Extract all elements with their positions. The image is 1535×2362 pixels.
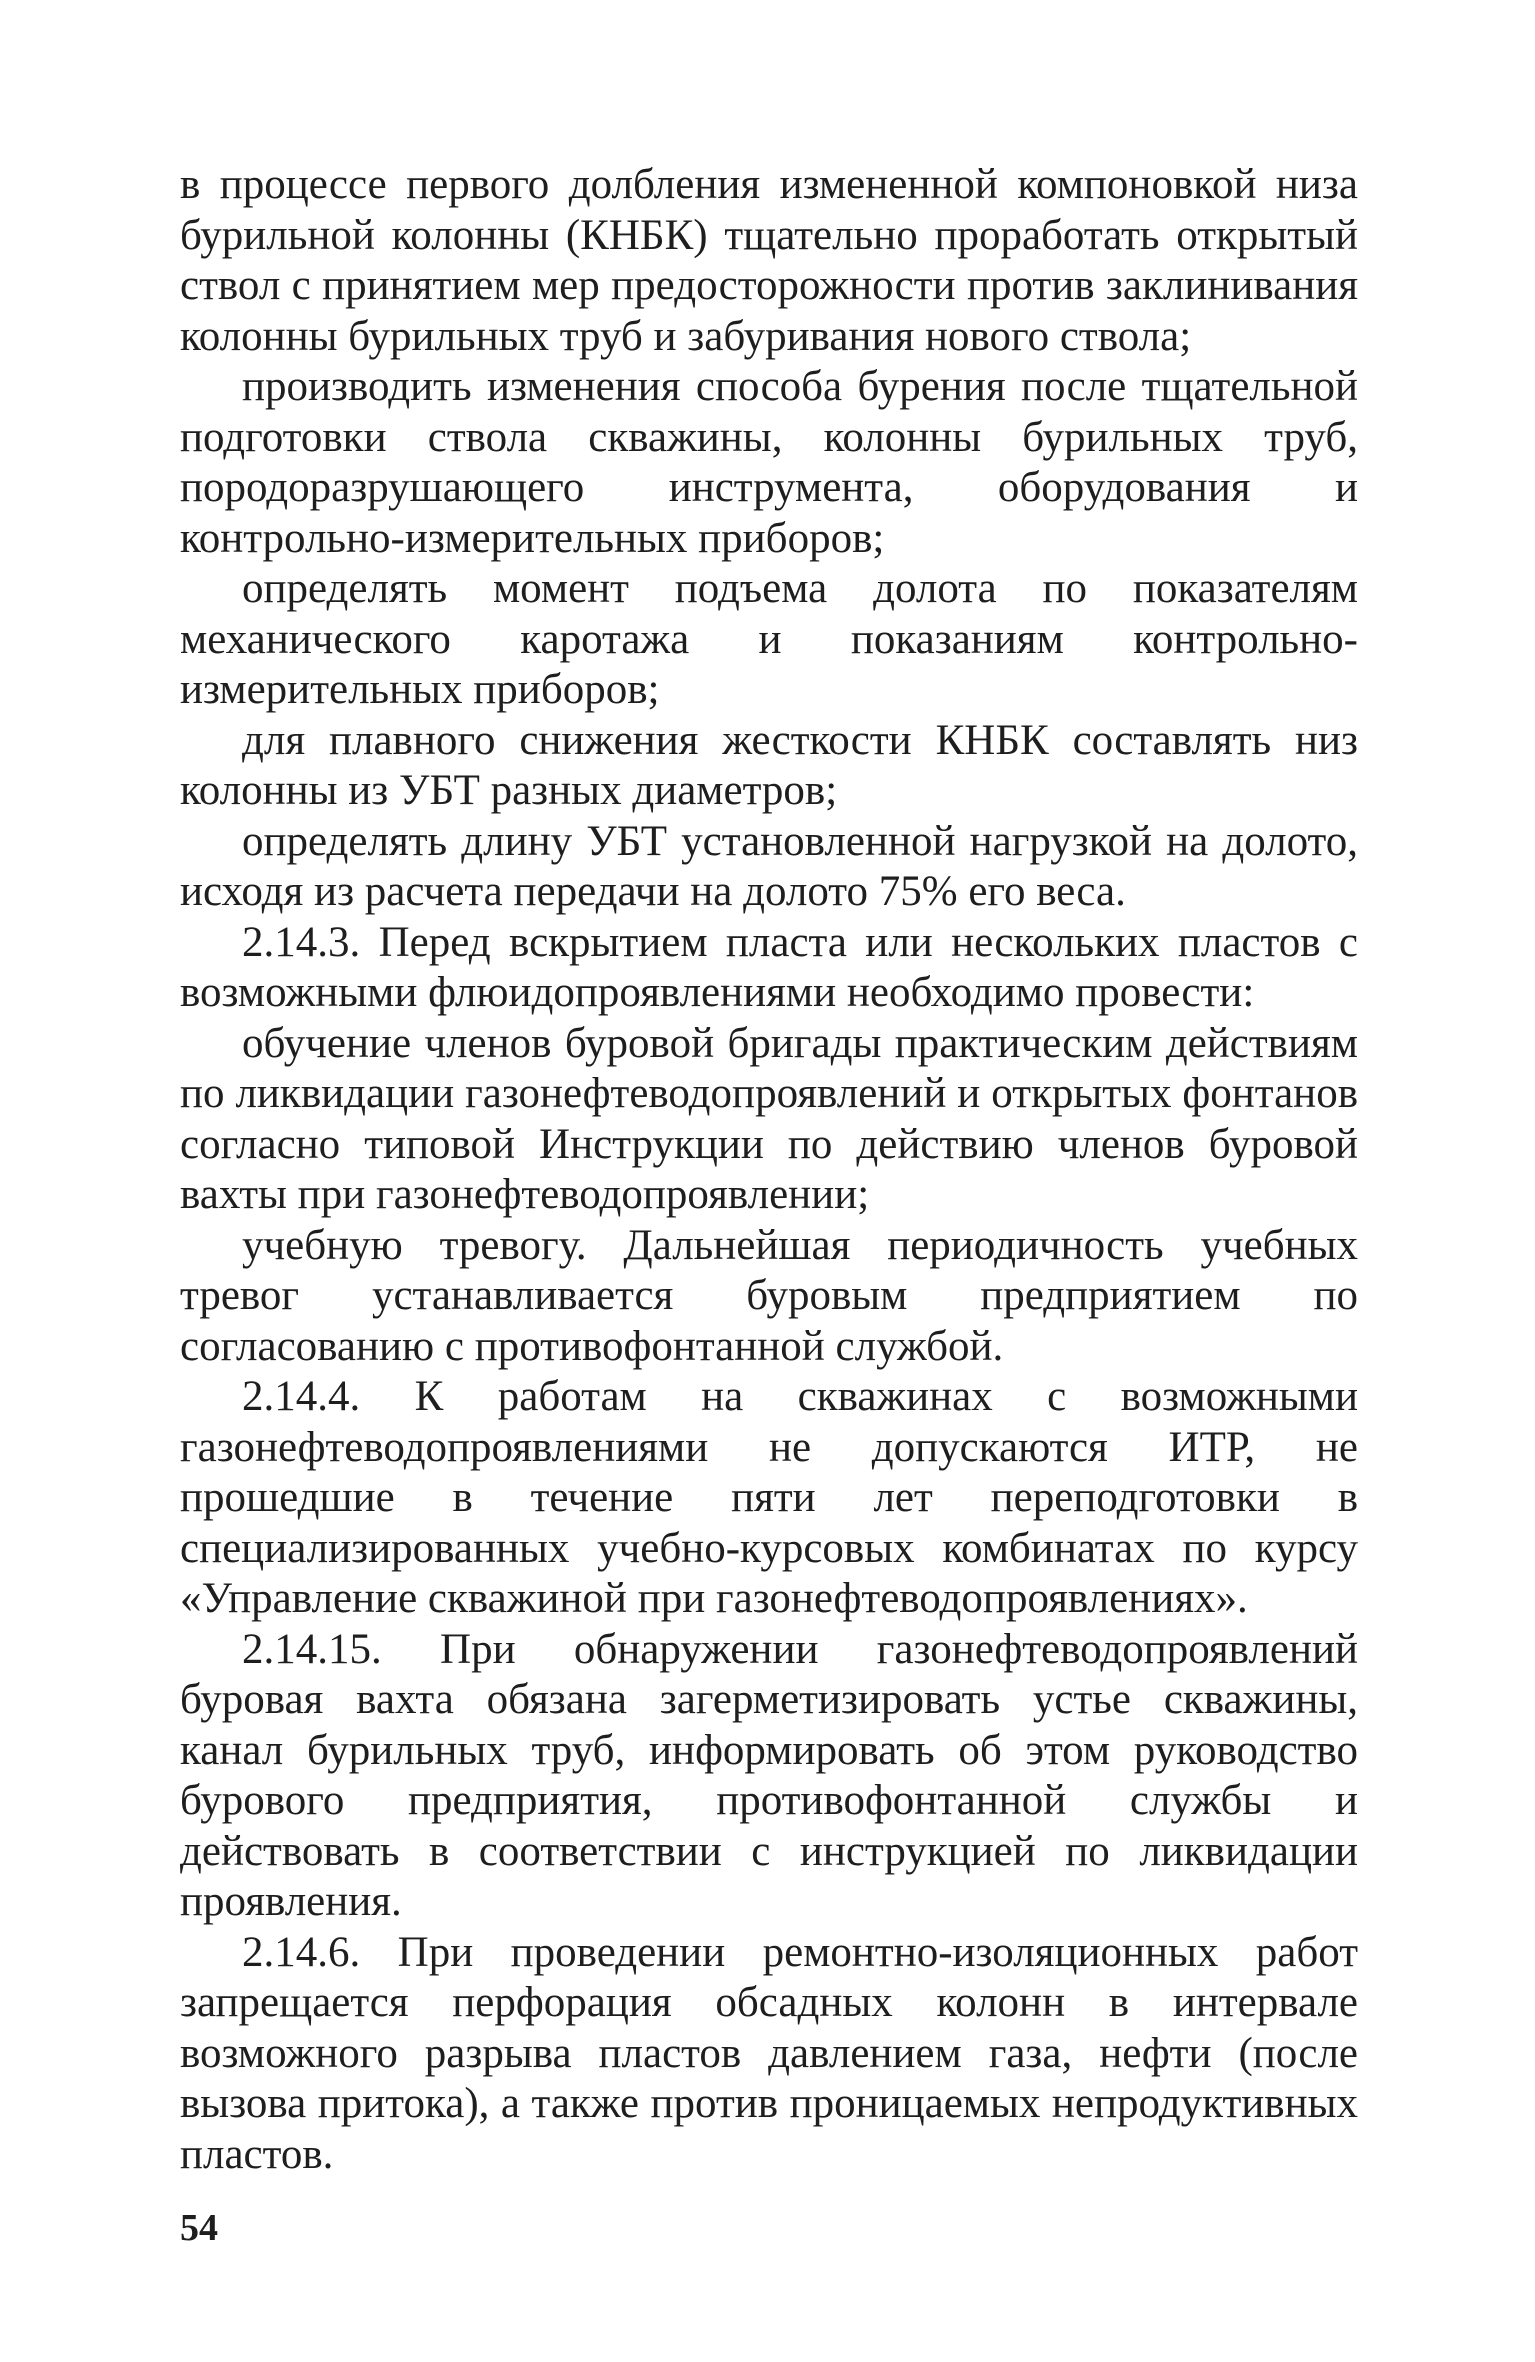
paragraph: определять момент подъема долота по показателям механического каротажа и показаниям контрольно-измерительных приборов; [180,565,1358,713]
paragraph: для плавного снижения жесткости КНБК составлять низ колонны из УБТ разных диаметров; [180,716,1358,814]
section-paragraph-2-14-15: 2.14.15. При обнаружении газонефтеводопроявлений буровая вахта обязана загерметизировать устье скважины, канал бурильных труб, информировать об этом руководство бурового предприятия, противофонтанной службы и действовать в соответствии с инструкцией по ликвидации проявления. [180,1625,1358,1925]
paragraph: учебную тревогу. Дальнейшая периодичность учебных тревог устанавливается буровым предприятием по согласованию с противофонтанной службой. [180,1221,1358,1370]
paragraph: обучение членов буровой бригады практическим действиям по ликвидации газонефтеводопроявлений и открытых фонтанов согласно типовой Инструкции по действию членов буровой вахты при газонефтеводопроявлении; [180,1019,1358,1218]
section-paragraph-2-14-6: 2.14.6. При проведении ремонтно-изоляционных работ запрещается перфорация обсадных колонн в интервале возможного разрыва пластов давлением газа, нефти (после вызова притока), а также против проницаемых непродуктивных пластов. [180,1928,1358,2178]
paragraph: в процессе первого долбления измененной компоновкой низа бурильной колонны (КНБК) тщательно проработать открытый ствол с принятием мер предосторожности против заклинивания колонны бурильных труб и забуривания нового ствола; [180,161,1358,360]
section-paragraph-2-14-3: 2.14.3. Перед вскрытием пласта или нескольких пластов с возможными флюидопроявлениями необходимо провести: [180,918,1358,1016]
body-text [180,160,1358,2180]
section-paragraph-2-14-4: 2.14.4. К работам на скважинах с возможными газонефтеводопроявлениями не допускаются ИТР, не прошедшие в течение пяти лет переподготовки в специализированных учебно-курсовых комбинатах по курсу «Управление скважиной при газонефтеводопроявлениях». [180,1373,1358,1622]
paragraph: определять длину УБТ установленной нагрузкой на долото, исходя из расчета передачи на долото 75% его веса. [180,817,1358,915]
paragraph: производить изменения способа бурения после тщательной подготовки ствола скважины, колонны бурильных труб, породоразрушающего инструмента, оборудования и контрольно-измерительных приборов; [180,363,1358,562]
page-number: 54 [180,2207,218,2249]
